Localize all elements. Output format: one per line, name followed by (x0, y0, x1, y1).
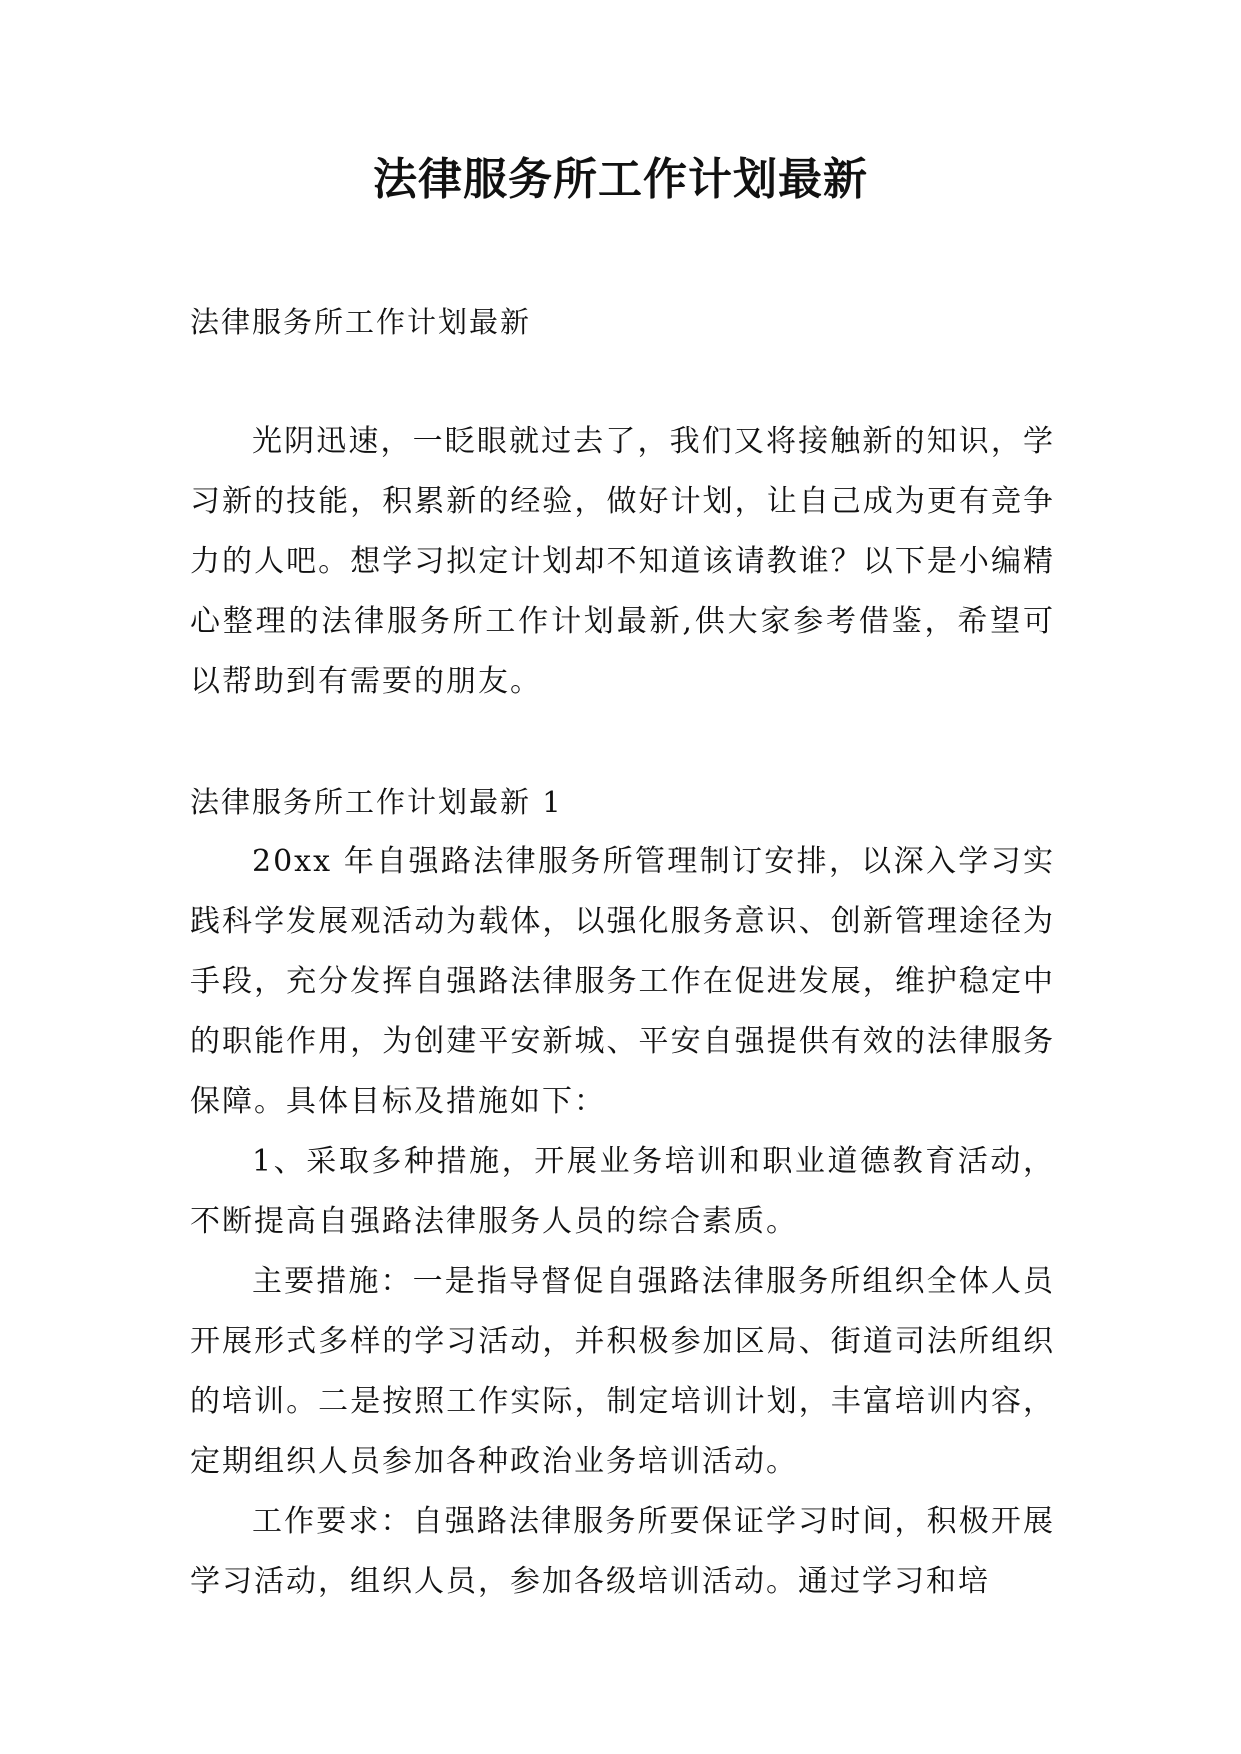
section-heading: 法律服务所工作计划最新 1 (190, 785, 563, 819)
document-body (190, 292, 1055, 1612)
body-paragraph: 主要措施：一是指导督促自强路法律服务所组织全体人员开展形式多样的学习活动，并积极参加区局、街道司法所组织的培训。二是按照工作实际，制定培训计划，丰富培训内容，定期组织人员参加各种政治业务培训活动。 (190, 1264, 1055, 1479)
document-subtitle: 法律服务所工作计划最新 (190, 305, 532, 339)
body-paragraph: 1、采取多种措施，开展业务培训和职业道德教育活动，不断提高自强路法律服务人员的综合素质。 (190, 1144, 1055, 1239)
body-paragraph: 工作要求：自强路法律服务所要保证学习时间，积极开展学习活动，组织人员，参加各级培训活动。通过学习和培 (190, 1504, 1055, 1599)
body-paragraph: 20xx 年自强路法律服务所管理制订安排，以深入学习实践科学发展观活动为载体，以强化服务意识、创新管理途径为手段，充分发挥自强路法律服务工作在促进发展，维护稳定中的职能作用，为创建平安新城、平安自强提供有效的法律服务保障。具体目标及措施如下： (190, 844, 1055, 1119)
document-title: 法律服务所工作计划最新 (373, 154, 868, 205)
intro-paragraph: 光阴迅速，一眨眼就过去了，我们又将接触新的知识，学习新的技能，积累新的经验，做好计划，让自己成为更有竞争力的人吧。想学习拟定计划却不知道该请教谁？以下是小编精心整理的法律服务所工作计划最新,供大家参考借鉴，希望可以帮助到有需要的朋友。 (190, 424, 1055, 699)
